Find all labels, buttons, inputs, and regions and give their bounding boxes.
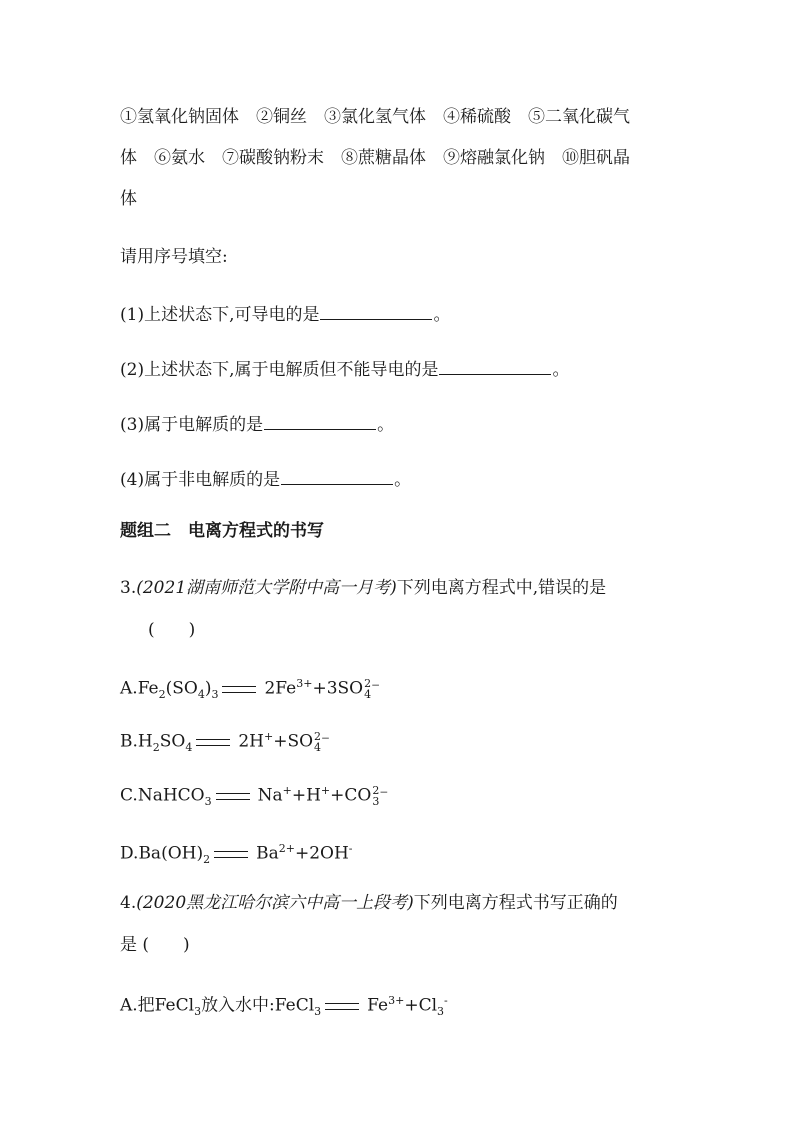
q3-option-c[interactable]: C.NaHCO$_3$ Na++H++CO 2 3 ⁻ bbox=[120, 784, 389, 809]
q3-option-d[interactable]: $D.Ba(OH)_2$ $Ba^{2+}+2OH^-$ bbox=[120, 842, 353, 867]
question-2 bbox=[120, 357, 569, 381]
question-4-text: (4)属于非电解质的是 bbox=[120, 470, 281, 490]
equation-equals-sign bbox=[222, 686, 256, 693]
instruction-text: 请用序号填空: bbox=[120, 247, 228, 267]
answer-blank-4[interactable] bbox=[281, 467, 393, 485]
section-title: 题组二 电离方程式的书写 bbox=[120, 521, 324, 541]
q4-stem-continued bbox=[120, 934, 190, 956]
substance-list-line-3: 体 bbox=[120, 189, 137, 209]
question-4 bbox=[120, 467, 411, 491]
question-1-text: (1)上述状态下,可导电的是 bbox=[120, 305, 320, 325]
option-d-label: D. bbox=[120, 843, 139, 864]
option-c-label: C. bbox=[120, 785, 138, 806]
question-2-text: (2)上述状态下,属于电解质但不能导电的是 bbox=[120, 360, 439, 380]
substance-list-line-2: 体 ⑥氨水 ⑦碳酸钠粉末 ⑧蔗糖晶体 ⑨熔融氯化钠 ⑩胆矾晶 bbox=[120, 148, 630, 168]
option-b-label: B. bbox=[120, 731, 138, 752]
q4-option-a-mid: 放入水中:FeCl bbox=[201, 995, 315, 1016]
q4-answer-paren[interactable]: ( ) bbox=[142, 935, 190, 955]
equation-equals-sign bbox=[325, 1003, 359, 1010]
q4-option-a-prefix: A.把FeCl bbox=[120, 995, 195, 1016]
substance-list-line-1: ①氢氧化钠固体 ②铜丝 ③氯化氢气体 ④稀硫酸 ⑤二氧化碳气 bbox=[120, 107, 630, 127]
question-3 bbox=[120, 412, 394, 436]
equation-equals-sign bbox=[216, 793, 250, 800]
answer-blank-1[interactable] bbox=[320, 302, 432, 320]
q3-stem bbox=[120, 577, 606, 599]
answer-blank-2[interactable] bbox=[439, 357, 551, 375]
q3-answer-paren[interactable]: ( ) bbox=[148, 620, 196, 640]
equation-equals-sign bbox=[196, 739, 230, 746]
q3-source: (2021湖南师范大学附中高一月考) bbox=[136, 578, 397, 598]
q3-option-a[interactable]: $A.Fe_2(SO_4)_3$ $2Fe^{3+}+3SO$ 2 4 ⁻ bbox=[120, 677, 381, 702]
q3-stem-text: 下列电离方程式中,错误的是 bbox=[396, 578, 607, 598]
question-1 bbox=[120, 302, 450, 326]
q4-stem-tail: 是 bbox=[120, 935, 137, 955]
q4-stem bbox=[120, 892, 618, 914]
equation-equals-sign bbox=[214, 851, 248, 858]
q4-stem-text: 下列电离方程式书写正确的 bbox=[413, 893, 618, 913]
question-2-end: 。 bbox=[552, 360, 570, 380]
question-1-end: 。 bbox=[433, 305, 451, 325]
q3-number: 3. bbox=[120, 578, 137, 598]
question-4-end: 。 bbox=[394, 470, 412, 490]
q4-number: 4. bbox=[120, 893, 137, 913]
answer-blank-3[interactable] bbox=[264, 412, 376, 430]
option-a-label: A. bbox=[120, 678, 138, 699]
q4-option-a[interactable]: A.把FeCl$_3$放入水中:FeCl$_3$ $Fe^{3+}+Cl_3^-$ bbox=[120, 994, 448, 1019]
question-3-text: (3)属于电解质的是 bbox=[120, 415, 264, 435]
q3-option-b[interactable]: $B.H_2SO_4$ 2H++SO 2 4 ⁻ bbox=[120, 730, 331, 755]
q4-source: (2020黑龙江哈尔滨六中高一上段考) bbox=[136, 893, 414, 913]
question-3-end: 。 bbox=[377, 415, 395, 435]
